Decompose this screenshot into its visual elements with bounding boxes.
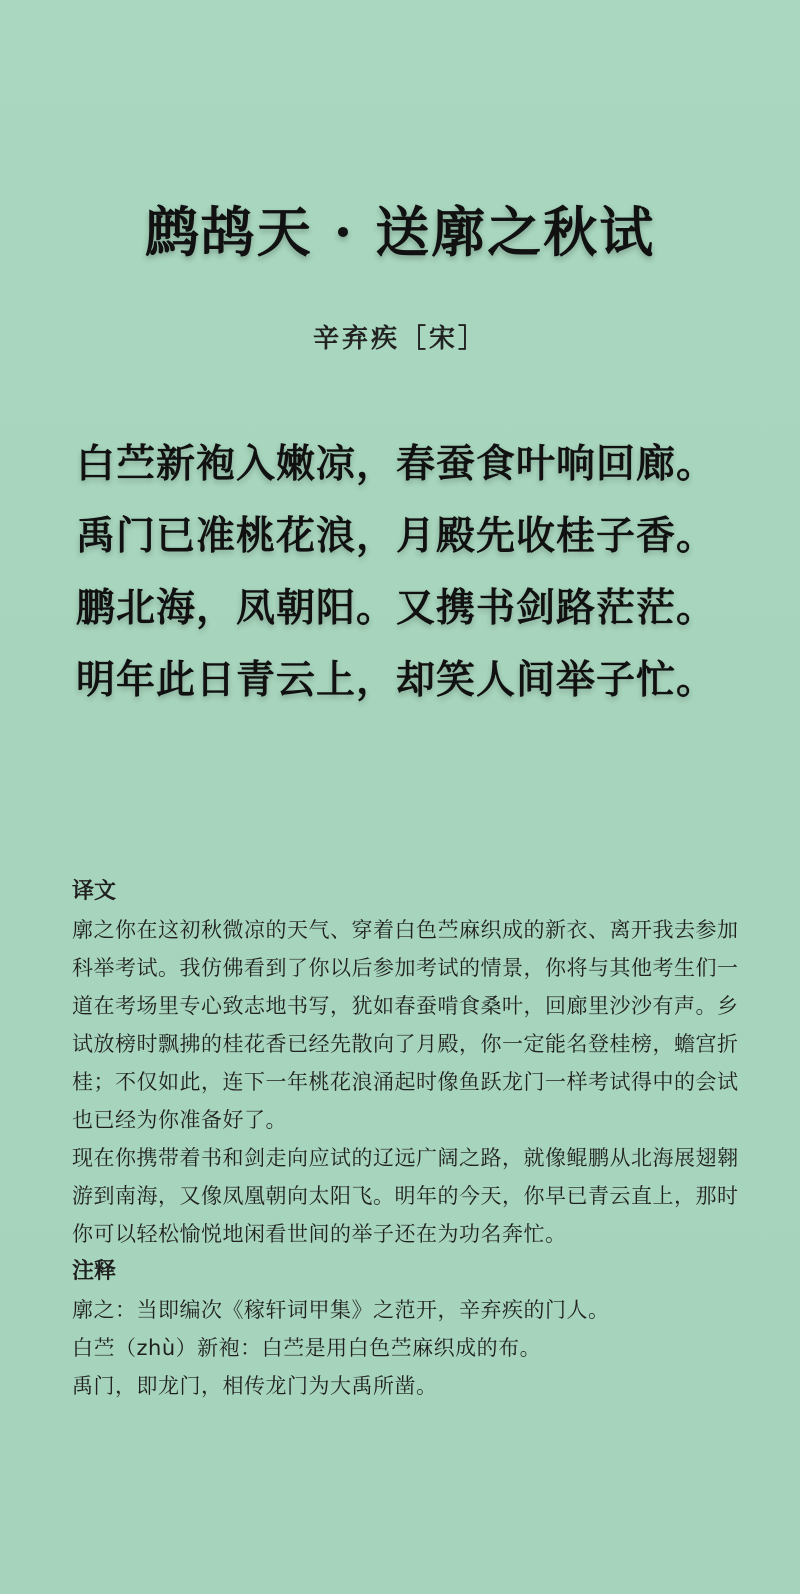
translation-heading: 译文 [72, 879, 117, 904]
poem-line: 禹门已准桃花浪，月殿先收桂子香。 [76, 513, 717, 559]
poem-line: 鹏北海，凤朝阳。又携书剑路茫茫。 [76, 585, 717, 631]
poem-line: 明年此日青云上，却笑人间举子忙。 [76, 657, 717, 703]
translation-paragraph: 现在你携带着书和剑走向应试的辽远广阔之路，就像鲲鹏从北海展翅翱游到南海，又像凤凰朝向太阳飞。明年的今天，你早已青云直上，那时你可以轻松愉悦地闲看世间的举子还在为功名奔忙。 [72, 1146, 739, 1246]
poem-author: 辛弃疾［宋］ [312, 324, 487, 354]
annotation-item: 白苎（zhù）新袍：白苎是用白色苎麻织成的布。 [72, 1336, 542, 1360]
poem-title: 鹧鸪天 · 送廓之秋试 [144, 200, 656, 264]
annotation-item: 廓之：当即编次《稼轩词甲集》之范开，辛弃疾的门人。 [72, 1298, 610, 1322]
annotations-heading: 注释 [72, 1259, 117, 1284]
poem-line: 白苎新袍入嫩凉，春蚕食叶响回廊。 [76, 441, 717, 487]
notes-section [72, 873, 742, 1405]
annotation-item: 禹门，即龙门，相传龙门为大禹所凿。 [72, 1374, 438, 1398]
translation-paragraph: 廓之你在这初秋微凉的天气、穿着白色苎麻织成的新衣、离开我去参加科举考试。我仿佛看到了你以后参加考试的情景，你将与其他考生们一道在考场里专心致志地书写，犹如春蚕啃食桑叶，回廊里沙沙有声。乡试放榜时飘拂的桂花香已经先散向了月殿，你一定能名登桂榜，蟾宫折桂；不仅如此，连下一年桃花浪涌起时像鱼跃龙门一样考试得中的会试也已经为你准备好了。 [72, 918, 739, 1132]
poem-body [76, 428, 756, 716]
